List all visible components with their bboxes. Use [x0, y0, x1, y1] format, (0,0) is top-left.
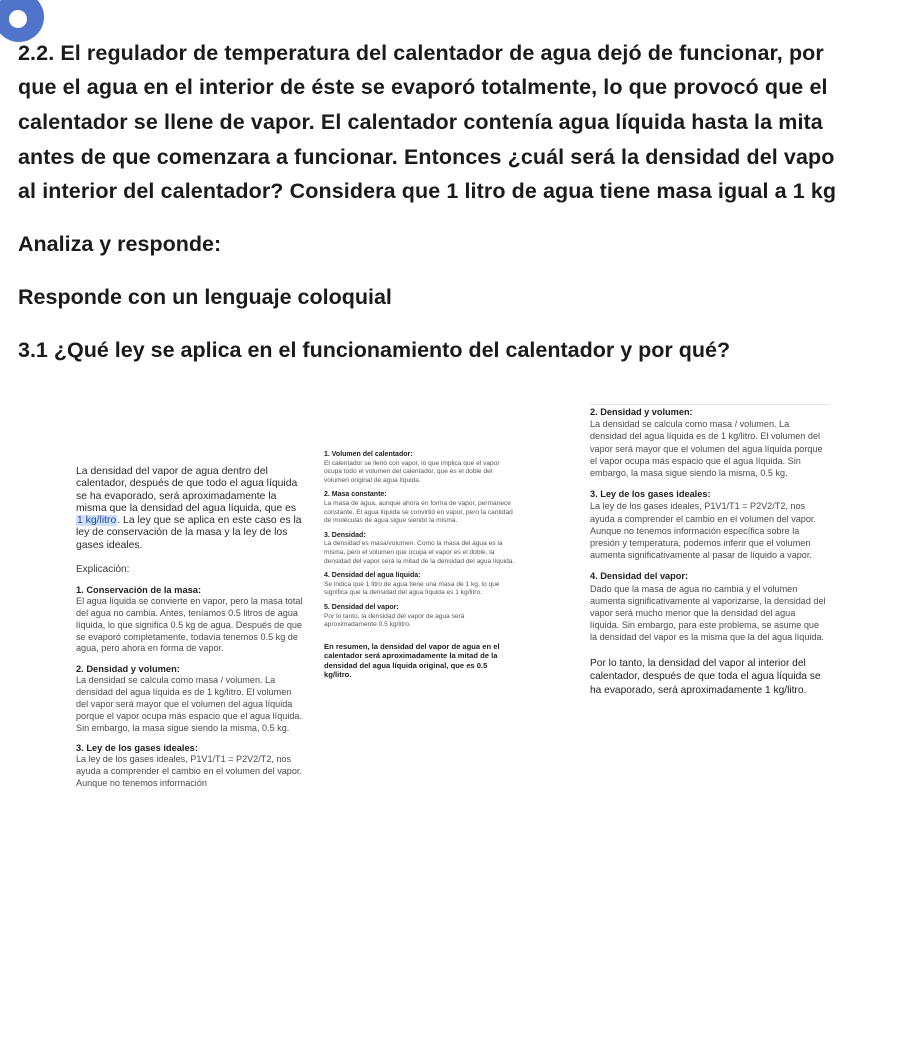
answer-screenshot-right	[590, 404, 826, 697]
left-fade-overlay	[70, 880, 310, 898]
left-section-2-text: La densidad se calcula como masa / volumen. La densidad del agua líquida es de 1 kg/litro. El volumen del vapor será mayor que el volumen del agua líquida porque el vapor ocupa más espacio que el agua líquida. Sin embargo, la masa sigue siendo la misma, 0.5 kg.	[76, 675, 302, 733]
left-section-3-title: 3. Ley de los gases ideales:	[76, 743, 198, 754]
page-marker-dot	[9, 10, 27, 28]
middle-section-5-text: Por lo tanto, la densidad del vapor de agua será aproximadamente 0.5 kg/litro.	[324, 612, 465, 629]
middle-section-5-title: 5. Densidad del vapor:	[324, 603, 399, 611]
right-section-3-title: 3. Ley de los gases ideales:	[590, 489, 711, 500]
left-section-2-title: 2. Densidad y volumen:	[76, 664, 180, 675]
right-section-3-text: La ley de los gases ideales, P1V1/T1 = P2V2/T2, nos ayuda a comprender el cambio en el volumen del vapor. Aunque no tenemos información específica sobre la presión y temperatura, podemos inferir que el volumen aumenta significativamente al pasar de líquido a vapor.	[590, 501, 816, 561]
answer-screenshot-middle	[324, 451, 516, 680]
heading-analiza: Analiza y responde:	[18, 232, 222, 256]
left-section-3-text: La ley de los gases ideales, P1V1/T1 = P2V2/T2, nos ayuda a comprender el cambio en el volumen del vapor. Aunque no tenemos información	[76, 754, 302, 789]
right-section-2-text: La densidad se calcula como masa / volumen. La densidad del agua líquida es de 1 kg/litro. El volumen del vapor será mayor que el volumen del agua líquida porque el vapor ocupa más espacio que el agua líquida. Sin embargo, la masa sigue siendo la misma, 0.5 kg.	[590, 419, 823, 479]
heading-responde: Responde con un lenguaje coloquial	[18, 285, 392, 309]
heading-question-3-1: 3.1 ¿Qué ley se aplica en el funcionamiento del calentador y por qué?	[18, 338, 731, 362]
middle-section-4-text: Se indica que 1 litro de agua tiene una masa de 1 kg, lo que significa que la densidad del agua líquida es 1 kg/litro.	[324, 580, 500, 597]
middle-section-3-text: La densidad es masa/volumen. Como la masa del agua es la misma, pero el volumen que ocupa el vapor es el doble, la densidad del vapor será la mitad de la densidad del agua líquida.	[324, 540, 515, 565]
middle-section-1-title: 1. Volumen del calentador:	[324, 451, 413, 458]
middle-section-1-text: El calentador se llenó con vapor, lo que implica que el vapor ocupa todo el volumen del calentador, que es el doble del volumen original de agua líquida.	[324, 459, 500, 484]
question-line-5: al interior del calentador? Considera que 1 litro de agua tiene masa igual a 1 kg	[18, 179, 837, 203]
middle-section-2-title: 2. Masa constante:	[324, 491, 387, 499]
answer-screenshot-left	[76, 466, 304, 790]
left-lead-text-end: . La ley que se aplica en este caso es la ley de conservación de la masa y la ley de los gases ideales.	[76, 515, 302, 551]
middle-section-2-text: La masa de agua, aunque ahora en forma de vapor, permanece constante. El agua líquida se convirtió en vapor, pero la cantidad de moléculas de agua sigue siendo la misma.	[324, 499, 513, 525]
question-line-1: 2.2. El regulador de temperatura del calentador de agua dejó de funcionar, por	[18, 41, 824, 65]
right-section-4-title: 4. Densidad del vapor:	[590, 571, 689, 582]
question-line-2: que el agua en el interior de éste se evaporó totalmente, lo que provocó que el	[18, 75, 828, 99]
middle-section-3-title: 3. Densidad:	[324, 531, 366, 539]
left-section-1-title: 1. Conservación de la masa:	[76, 585, 202, 596]
left-explicacion-label: Explicación:	[76, 564, 130, 576]
middle-section-4-title: 4. Densidad del agua líquida:	[324, 572, 421, 580]
question-line-3: calentador se llene de vapor. El calentador contenía agua líquida hasta la mita	[18, 110, 823, 134]
left-lead-highlight: 1 kg/litro	[77, 515, 117, 527]
right-conclusion: Por lo tanto, la densidad del vapor al interior del calentador, después de que toda el agua líquida se ha evaporado, será aproximadamente 1 kg/litro.	[590, 657, 821, 696]
middle-summary: En resumen, la densidad del vapor de agua en el calentador será aproximadamente la mitad de la densidad del agua líquida original, que es 0.5 kg/litro.	[324, 641, 500, 680]
question-line-4: antes de que comenzara a funcionar. Entonces ¿cuál será la densidad del vapo	[18, 145, 835, 169]
right-top-divider	[590, 404, 830, 405]
left-lead	[76, 466, 304, 552]
left-section-1-text: El agua líquida se convierte en vapor, pero la masa total del agua no cambia. Antes, teníamos 0.5 litros de agua líquida, lo que significa 0.5 kg de agua. Después de que se evaporó completamente, todavía tenemos 0.5 kg de agua, pero ahora en forma de vapor.	[76, 596, 303, 654]
right-section-2-title: 2. Densidad y volumen:	[590, 407, 693, 417]
right-section-4-text: Dado que la masa de agua no cambia y el volumen aumenta significativamente al vaporizarse, la densidad del vapor será mucho menor que la densidad del agua líquida. Sin embargo, para este problema, se asume que la densidad del vapor es la misma que la del agua líquida.	[590, 583, 826, 643]
left-lead-text: La densidad del vapor de agua dentro del calentador, después de que todo el agua líquida se ha evaporado, será aproximadamente la misma que la densidad del agua líquida, que es	[76, 466, 298, 514]
